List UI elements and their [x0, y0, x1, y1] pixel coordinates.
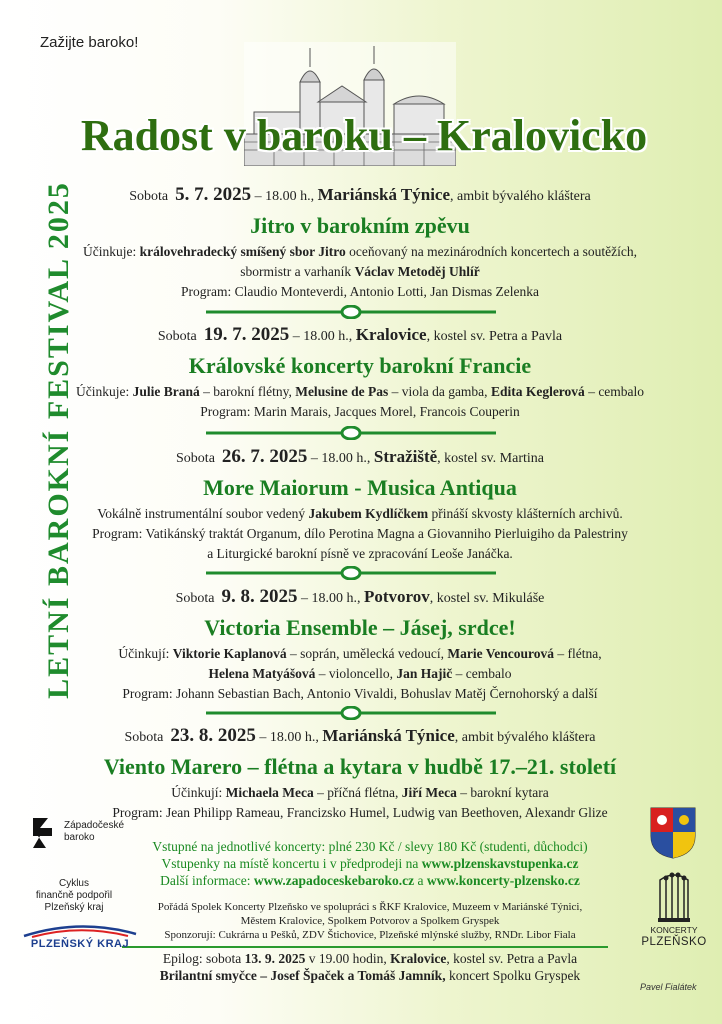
date: 13. 9. 2025	[244, 951, 306, 966]
performer: Julie Braná	[132, 384, 200, 399]
zapadoceske-baroko-logo	[30, 816, 140, 856]
text: – barokní flétny,	[199, 384, 296, 399]
text: baroko	[64, 832, 95, 843]
time: – 18.00 h.,	[297, 591, 364, 606]
venue: , kostel sv. Martina	[437, 451, 544, 466]
divider-ornament	[206, 566, 496, 580]
epilog	[110, 950, 630, 984]
concert-4-title: Victoria Ensemble – Jásej, srdce!	[204, 615, 516, 640]
divider-line	[122, 946, 608, 948]
coat-of-arms-icon	[649, 806, 697, 860]
text: – violoncello,	[315, 666, 397, 681]
ticket-link[interactable]: www.plzenskavstupenka.cz	[421, 856, 579, 871]
text: oceňovaný na mezinárodních koncertech a soutěžích,	[345, 244, 637, 259]
text: sbormistr a varhaník	[240, 264, 355, 279]
concert-1-title: Jitro v barokním zpěvu	[250, 213, 470, 238]
place: Potvorov	[364, 587, 430, 606]
plzensky-kraj-swoosh-icon	[18, 922, 142, 938]
text: koncert Spolku Gryspek	[445, 968, 581, 983]
place: Mariánská Týnice	[317, 185, 451, 204]
date: 9. 8. 2025	[221, 586, 298, 607]
text: a	[414, 873, 427, 888]
date: 19. 7. 2025	[203, 324, 290, 345]
divider-ornament	[206, 426, 496, 440]
harp-icon	[638, 870, 710, 924]
time: – 18.00 h.,	[307, 451, 374, 466]
baroko-logo-text	[64, 820, 124, 844]
place: Stražiště	[373, 447, 438, 466]
performer: Michaela Meca	[225, 785, 314, 800]
divider-ornament	[206, 706, 496, 720]
program: Program: Johann Sebastian Bach, Antonio Vivaldi, Bohuslav Matěj Černohorský a další	[122, 686, 598, 701]
text: finančně podpořil	[35, 890, 113, 901]
text: Plzeňský kraj	[44, 902, 104, 913]
program: Program: Jean Philipp Rameau, Francizsko Humel, Ludwig van Beethoven, Alexandr Glize	[112, 805, 608, 820]
day: Sobota	[157, 329, 197, 344]
concert-1	[60, 186, 660, 302]
text: Účinkuje:	[75, 384, 133, 399]
organizers-line: Pořádá Spolek Koncerty Plzeňsko ve spolupráci s ŘKF Kralovice, Muzeem v Mariánské Týnici,	[157, 901, 583, 913]
side-title-text: LETNÍ BAROKNÍ FESTIVAL 2025	[42, 181, 75, 699]
concert-4	[60, 588, 660, 704]
baroko-logo-icon	[30, 816, 56, 850]
main-title: Radost v baroku – Kralovicko	[80, 111, 648, 160]
place: Kralovice	[355, 325, 427, 344]
text: – viola da gamba,	[388, 384, 491, 399]
program: Program: Claudio Monteverdi, Antonio Lotti, Jan Dismas Zelenka	[180, 284, 540, 299]
text: – soprán, umělecká vedoucí,	[286, 646, 448, 661]
performer: Helena Matyášová	[208, 666, 316, 681]
performer: Jiří Meca	[401, 785, 457, 800]
time: – 18.00 h.,	[255, 730, 323, 745]
text: Cyklus	[58, 878, 89, 889]
day: Sobota	[175, 591, 215, 606]
place: Kralovice	[390, 951, 447, 966]
koncerty-plzensko-logo	[638, 870, 710, 960]
ticket-info	[110, 838, 630, 889]
epilog-line-2	[110, 967, 630, 984]
concert-3-performers	[60, 504, 660, 564]
plzensko-text: PLZEŇSKO	[641, 936, 707, 948]
venue: , ambit bývalého kláštera	[450, 189, 591, 204]
text: – barokní kytara	[456, 785, 549, 800]
text: – příčná flétna,	[313, 785, 402, 800]
ticket-presale	[110, 855, 630, 872]
text: Západočeské	[64, 820, 125, 831]
performer: Edita Keglerová	[490, 384, 585, 399]
program: Program: Marin Marais, Jacques Morel, Francois Couperin	[200, 404, 520, 419]
program: Program: Vatikánský traktát Organum, dílo Perotina Magna a Giovanniho Pierluigiho da Palestriny	[92, 526, 628, 541]
concert-4-dateline	[60, 588, 660, 608]
sponsors-line: Sponzorují: Cukrárna u Pešků, ZDV Štichovice, Plzeňské mlýnské služby, RNDr. Libor Fiala	[164, 929, 576, 941]
performer: Marie Vencourová	[447, 646, 555, 661]
concert-3-title: More Maiorum - Musica Antiqua	[203, 475, 517, 500]
date: 5. 7. 2025	[175, 184, 252, 205]
ticket-price: Vstupné na jednotlivé koncerty: plné 230 Kč / slevy 180 Kč (studenti, důchodci)	[152, 839, 588, 854]
concert-2-performers	[60, 382, 660, 422]
performer: Melusine de Pas	[295, 384, 389, 399]
tagline: Zažijte baroko!	[40, 34, 139, 51]
plzensky-kraj-text: PLZEŇSKÝ KRAJ	[30, 938, 130, 950]
koncerty-link[interactable]: www.koncerty-plzensko.cz	[426, 873, 580, 888]
organizers-line: Městem Kralovice, Spolkem Potvorov a Spolkem Gryspek	[240, 915, 500, 927]
day: Sobota	[124, 730, 164, 745]
text: , kostel sv. Petra a Pavla	[446, 951, 578, 966]
concert-2-dateline	[60, 326, 660, 346]
text: – cembalo	[452, 666, 512, 681]
day: Sobota	[176, 451, 215, 466]
text: přináší skvosty klášterních archivů.	[428, 506, 623, 521]
concert-5-title: Viento Marero – flétna a kytara v hudbě 17.–21. století	[103, 754, 617, 779]
venue: , kostel sv. Petra a Pavla	[426, 329, 563, 344]
performer: Jakubem Kydlíčkem	[308, 506, 429, 521]
time: – 18.00 h.,	[251, 189, 318, 204]
program: a Liturgické barokní písně ve zpracování Leoše Janáčka.	[207, 546, 513, 561]
concert-2-title: Královské koncerty barokní Francie	[188, 353, 532, 378]
signature: Pavel Fialátek	[640, 982, 697, 992]
koncerty-text: KONCERTY	[650, 925, 698, 935]
concert-5-dateline	[60, 727, 660, 747]
divider-ornament	[206, 305, 496, 319]
day: Sobota	[129, 189, 169, 204]
concert-1-performers	[60, 242, 660, 302]
concert-3	[60, 448, 660, 564]
performer: Viktorie Kaplanová	[172, 646, 287, 661]
performer: královehradecký smíšený sbor Jitro	[139, 244, 346, 259]
text: Účinkují:	[171, 785, 226, 800]
text: v 19.00 hodin,	[305, 951, 391, 966]
organizers	[110, 900, 630, 942]
date: 26. 7. 2025	[221, 446, 308, 467]
text: Účinkuje:	[82, 244, 140, 259]
date: 23. 8. 2025	[170, 725, 256, 746]
text: Účinkují:	[118, 646, 173, 661]
cyklus-note	[14, 878, 134, 914]
text: Epilog: sobota	[162, 951, 245, 966]
concert-3-dateline	[60, 448, 660, 468]
text: Vstupenky na místě koncertu i v předprodeji na	[161, 856, 422, 871]
more-info	[110, 872, 630, 889]
epilog-line-1	[110, 950, 630, 967]
time: – 18.00 h.,	[289, 329, 356, 344]
concert-5	[60, 727, 660, 823]
concert-5-performers	[60, 783, 660, 823]
concert-1-dateline	[60, 186, 660, 206]
text: Vokálně instrumentální soubor vedený	[97, 506, 309, 521]
performer: Václav Metoděj Uhlíř	[354, 264, 480, 279]
text: Další informace:	[160, 873, 254, 888]
plzensky-kraj-logo	[18, 922, 142, 962]
concert-2	[60, 326, 660, 422]
venue: , kostel sv. Mikuláše	[429, 591, 545, 606]
performer: Brilantní smyčce – Josef Špaček a Tomáš Jamník,	[159, 968, 446, 983]
concert-4-performers	[60, 644, 660, 704]
performer: Jan Hajič	[396, 666, 453, 681]
baroko-link[interactable]: www.zapadoceskebaroko.cz	[253, 873, 415, 888]
text: – flétna,	[554, 646, 602, 661]
venue: , ambit bývalého kláštera	[454, 730, 596, 745]
text: – cembalo	[584, 384, 645, 399]
place: Mariánská Týnice	[322, 726, 455, 745]
